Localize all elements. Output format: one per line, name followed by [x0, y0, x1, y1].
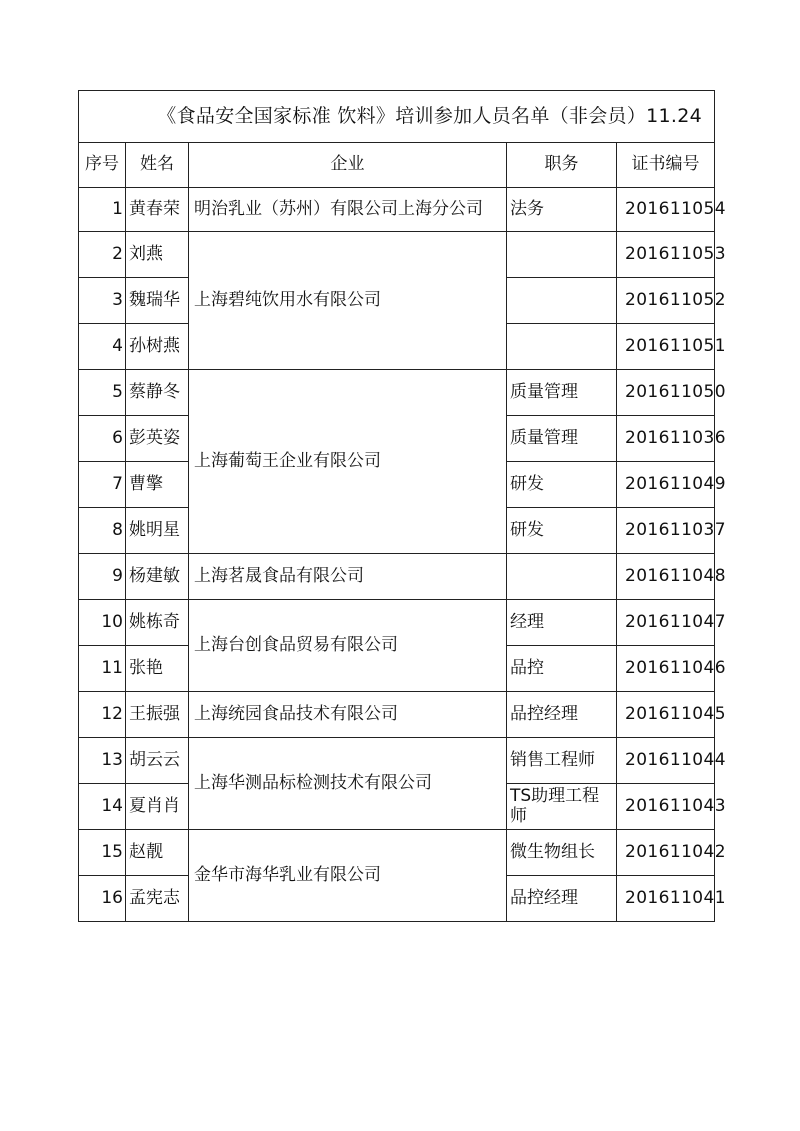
cert-number: 201611037: [617, 508, 715, 554]
row-number: 5: [79, 370, 126, 416]
cert-number: 201611048: [617, 554, 715, 600]
row-number: 14: [79, 784, 126, 830]
cert-number: 201611047: [617, 600, 715, 646]
company-name: 上海茗晟食品有限公司: [189, 554, 507, 600]
company-name: 上海华测品标检测技术有限公司: [189, 738, 507, 830]
table-row: [79, 188, 715, 232]
attendee-name: 王振强: [126, 692, 189, 738]
row-number: 7: [79, 462, 126, 508]
table-row: [79, 738, 715, 784]
table-row: [79, 554, 715, 600]
row-number: 15: [79, 830, 126, 876]
table-row: [79, 830, 715, 876]
row-number: 12: [79, 692, 126, 738]
position: [507, 554, 617, 600]
row-number: 10: [79, 600, 126, 646]
cert-number: 201611050: [617, 370, 715, 416]
position: 品控: [507, 646, 617, 692]
table-row: [79, 600, 715, 646]
company-name: 金华市海华乳业有限公司: [189, 830, 507, 922]
cert-number: 201611049: [617, 462, 715, 508]
attendee-name: 张艳: [126, 646, 189, 692]
attendee-name: 彭英姿: [126, 416, 189, 462]
position: [507, 278, 617, 324]
header-seq: 序号: [79, 143, 126, 188]
cert-number: 201611052: [617, 278, 715, 324]
header-cert: 证书编号: [617, 143, 715, 188]
attendee-name: 孙树燕: [126, 324, 189, 370]
cert-number: 201611053: [617, 232, 715, 278]
row-number: 3: [79, 278, 126, 324]
position: 经理: [507, 600, 617, 646]
position: 微生物组长: [507, 830, 617, 876]
row-number: 13: [79, 738, 126, 784]
header-position: 职务: [507, 143, 617, 188]
company-name: 上海碧纯饮用水有限公司: [189, 232, 507, 370]
attendee-name: 姚栋奇: [126, 600, 189, 646]
company-name: 明治乳业（苏州）有限公司上海分公司: [189, 188, 507, 232]
position: 研发: [507, 508, 617, 554]
table-row: [79, 232, 715, 278]
attendee-name: 夏肖肖: [126, 784, 189, 830]
position: [507, 324, 617, 370]
row-number: 8: [79, 508, 126, 554]
table-row: [79, 692, 715, 738]
position: TS助理工程师: [507, 784, 617, 830]
row-number: 4: [79, 324, 126, 370]
cert-number: 201611042: [617, 830, 715, 876]
position: 品控经理: [507, 692, 617, 738]
header-company: 企业: [189, 143, 507, 188]
position: 研发: [507, 462, 617, 508]
company-name: 上海葡萄王企业有限公司: [189, 370, 507, 554]
attendee-table: [78, 90, 726, 922]
attendee-name: 赵靓: [126, 830, 189, 876]
cert-number: 201611054: [617, 188, 715, 232]
attendee-name: 姚明星: [126, 508, 189, 554]
row-number: 9: [79, 554, 126, 600]
cert-number: 201611036: [617, 416, 715, 462]
position: 法务: [507, 188, 617, 232]
attendee-name: 刘燕: [126, 232, 189, 278]
position: 品控经理: [507, 876, 617, 922]
table-title: 《食品安全国家标准 饮料》培训参加人员名单（非会员）11.24: [79, 91, 715, 143]
row-number: 1: [79, 188, 126, 232]
cert-number: 201611045: [617, 692, 715, 738]
attendee-name: 孟宪志: [126, 876, 189, 922]
attendee-name: 黄春荣: [126, 188, 189, 232]
table-row: [79, 370, 715, 416]
header-row: [79, 143, 715, 188]
row-number: 6: [79, 416, 126, 462]
position: [507, 232, 617, 278]
attendee-name: 曹擎: [126, 462, 189, 508]
attendee-name: 魏瑞华: [126, 278, 189, 324]
position: 销售工程师: [507, 738, 617, 784]
cert-number: 201611046: [617, 646, 715, 692]
attendee-name: 胡云云: [126, 738, 189, 784]
row-number: 11: [79, 646, 126, 692]
company-name: 上海统园食品技术有限公司: [189, 692, 507, 738]
attendee-name: 蔡静冬: [126, 370, 189, 416]
cert-number: 201611041: [617, 876, 715, 922]
cert-number: 201611044: [617, 738, 715, 784]
row-number: 16: [79, 876, 126, 922]
attendee-name: 杨建敏: [126, 554, 189, 600]
position: 质量管理: [507, 416, 617, 462]
cert-number: 201611051: [617, 324, 715, 370]
row-number: 2: [79, 232, 126, 278]
cert-number: 201611043: [617, 784, 715, 830]
company-name: 上海台创食品贸易有限公司: [189, 600, 507, 692]
position: 质量管理: [507, 370, 617, 416]
header-name: 姓名: [126, 143, 189, 188]
